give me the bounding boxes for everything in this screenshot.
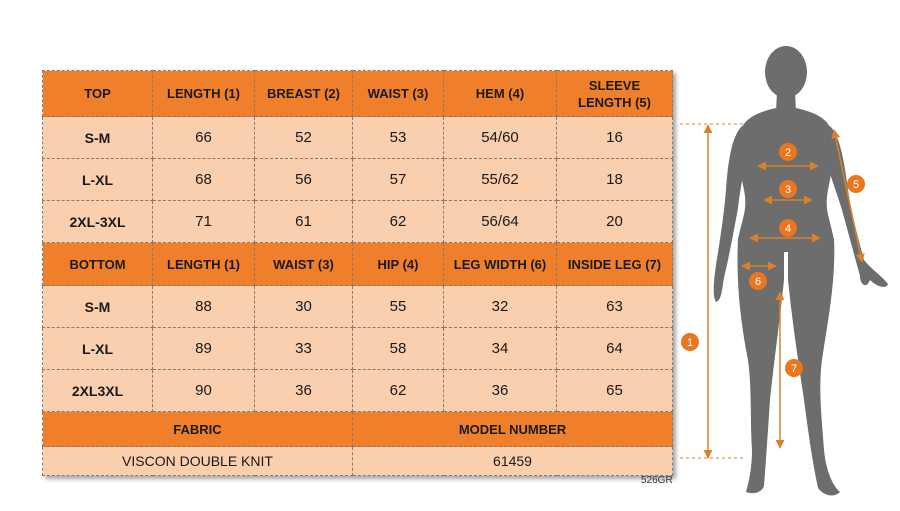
marker-label: 5 (852, 179, 860, 191)
table-cell: 57 (353, 159, 444, 201)
table-cell: 68 (153, 159, 255, 201)
table-cell: 33 (255, 328, 353, 370)
size-label: L-XL (43, 328, 153, 370)
table-cell: 30 (255, 286, 353, 328)
header-cell: HEM (4) (444, 71, 557, 117)
table-cell: 62 (353, 201, 444, 243)
body-measurement-figure (676, 40, 896, 505)
table-cell: 71 (153, 201, 255, 243)
header-cell: BREAST (2) (255, 71, 353, 117)
table-cell: 56 (255, 159, 353, 201)
header-cell: BOTTOM (43, 243, 153, 286)
size-label: S-M (43, 117, 153, 159)
table-cell: 16 (557, 117, 673, 159)
header-cell: LENGTH (1) (153, 71, 255, 117)
table-cell: 62 (353, 370, 444, 412)
table-cell: 63 (557, 286, 673, 328)
table-cell: 18 (557, 159, 673, 201)
table-cell: 66 (153, 117, 255, 159)
product-code: 526GR (641, 475, 673, 486)
table-cell: 36 (444, 370, 557, 412)
table-cell: 36 (255, 370, 353, 412)
table-cell: 90 (153, 370, 255, 412)
header-cell: SLEEVE LENGTH (5) (557, 71, 673, 117)
table-row (43, 201, 673, 243)
size-label: 2XL-3XL (43, 201, 153, 243)
bottom-header-row (43, 243, 673, 286)
fabric-header-row (43, 412, 673, 447)
table-cell: 55/62 (444, 159, 557, 201)
table-cell: 58 (353, 328, 444, 370)
table-cell: 32 (444, 286, 557, 328)
table-cell: 61 (255, 201, 353, 243)
fabric-label: FABRIC (43, 412, 353, 447)
table-cell: 56/64 (444, 201, 557, 243)
header-cell: LEG WIDTH (6) (444, 243, 557, 286)
table-cell: 20 (557, 201, 673, 243)
header-cell: WAIST (3) (255, 243, 353, 286)
marker-label: 3 (784, 184, 792, 196)
header-cell: WAIST (3) (353, 71, 444, 117)
top-header-row (43, 71, 673, 117)
marker-label: 6 (754, 276, 762, 288)
marker-label: 7 (790, 363, 798, 375)
table-row (43, 286, 673, 328)
table-cell: 89 (153, 328, 255, 370)
marker-label: 1 (686, 337, 694, 349)
table-cell: 88 (153, 286, 255, 328)
size-chart-table (42, 70, 673, 476)
table-cell: 52 (255, 117, 353, 159)
female-silhouette (714, 46, 888, 495)
marker-label: 4 (784, 223, 792, 235)
table-cell: 54/60 (444, 117, 557, 159)
table-cell: 64 (557, 328, 673, 370)
table-row (43, 117, 673, 159)
model-number-value: 61459 (353, 447, 673, 476)
fabric-value: VISCON DOUBLE KNIT (43, 447, 353, 476)
header-cell: HIP (4) (353, 243, 444, 286)
table-cell: 34 (444, 328, 557, 370)
table-row (43, 159, 673, 201)
table-row (43, 370, 673, 412)
table-row (43, 328, 673, 370)
marker-label: 2 (784, 147, 792, 159)
header-cell: INSIDE LEG (7) (557, 243, 673, 286)
model-number-label: MODEL NUMBER (353, 412, 673, 447)
fabric-value-row (43, 447, 673, 476)
size-label: S-M (43, 286, 153, 328)
header-cell: LENGTH (1) (153, 243, 255, 286)
table-cell: 55 (353, 286, 444, 328)
size-label: 2XL3XL (43, 370, 153, 412)
table-cell: 65 (557, 370, 673, 412)
table-cell: 53 (353, 117, 444, 159)
size-label: L-XL (43, 159, 153, 201)
header-cell: TOP (43, 71, 153, 117)
